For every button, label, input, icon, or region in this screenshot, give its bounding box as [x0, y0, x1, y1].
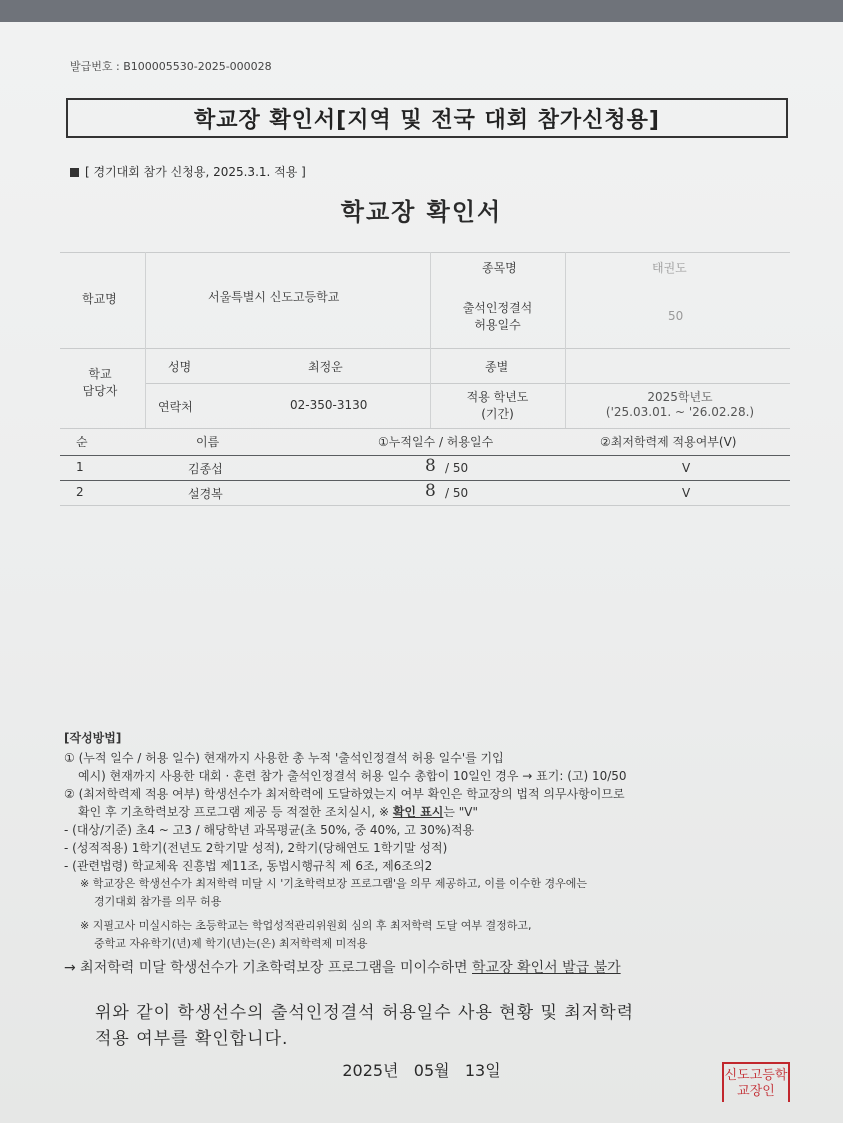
info-rule: [60, 428, 790, 429]
info-divider: [565, 252, 566, 428]
year-value-line: ('25.03.01. ~ '26.02.28.): [605, 405, 755, 419]
contact-label: 연락처: [158, 400, 193, 414]
info-divider: [145, 252, 146, 428]
square-bullet-icon: [70, 168, 79, 177]
notes-line: ① (누적 일수 / 허용 일수) 현재까지 사용한 총 누적 '출석인정결석 허용 일수'를 기입: [64, 751, 504, 765]
notes-line: [64, 959, 804, 977]
notes-line: - (성적적용) 1학기(전년도 2학기말 성적), 2학기(당해연도 1학기말 성적): [64, 841, 448, 855]
row-name: 설경복: [188, 487, 223, 501]
notes-line: - (대상/기준) 초4 ~ 고3 / 해당학년 과목평균(초 50%, 중 40%, 고 30%)적용: [64, 823, 475, 837]
allowed-days-label: [440, 299, 555, 333]
year-label-line: 적용 학년도: [466, 390, 529, 404]
notes-line: ※ 지필고사 미실시하는 초등학교는 학업성적관리위원회 심의 후 최저학력 도달 여부 결정하고,: [80, 919, 532, 932]
col-header-name: 이름: [196, 435, 220, 449]
row-allowed-days: / 50: [445, 461, 469, 475]
info-divider: [430, 252, 431, 428]
year-label: [440, 388, 555, 422]
allowed-days-label-line: 허용일수: [474, 318, 521, 332]
notes-line: 경기대회 참가를 의무 허용: [94, 895, 222, 908]
year-value: [575, 388, 785, 419]
row-no: 2: [76, 485, 84, 499]
table-rule: [60, 505, 790, 506]
notes-emphasis: 학교장 확인서 발급 불가: [472, 960, 621, 976]
name-value: 최정운: [308, 360, 343, 374]
notes-emphasis: 확인 표시: [392, 805, 444, 819]
manager-label-line: 학교: [88, 367, 112, 381]
info-rule: [60, 348, 790, 349]
notes-line: ② (최저학력제 적용 여부) 학생선수가 최저학력에 도달하였는지 여부 확인은 학교장의 법적 의무사항이므로: [64, 787, 625, 801]
confirmation-line: 적용 여부를 확인합니다.: [95, 1029, 289, 1049]
col-header-days: ①누적일수 / 허용일수: [378, 435, 494, 449]
notes-text: 확인 후 기초학력보장 프로그램 제공 등 적절한 조치실시, ※: [78, 805, 393, 819]
name-label: 성명: [168, 360, 192, 374]
year-value-line: 2025학년도: [647, 390, 713, 404]
banner-title: 학교장 확인서[지역 및 전국 대회 참가신청용]: [66, 98, 788, 138]
manager-label-line: 담당자: [82, 384, 118, 398]
issue-date: 2025년 05월 13일: [342, 1061, 501, 1080]
notes-line: [64, 803, 804, 821]
allowed-days-value: 50: [668, 309, 684, 323]
allowed-days-label-line: 출석인정결석: [462, 301, 533, 315]
sport-value: 태권도: [652, 261, 687, 275]
manager-label: [65, 366, 135, 400]
col-header-no: 순: [76, 435, 88, 449]
col-header-check: ②최저학력제 적용여부(V): [600, 435, 737, 449]
subheading: [70, 163, 306, 180]
notes-line: ※ 학교장은 학생선수가 최저학력 미달 시 '기초학력보장 프로그램'을 의무 제공하고, 이를 이수한 경우에는: [80, 877, 588, 890]
confirmation-statement: [95, 1000, 634, 1052]
school-label: 학교명: [82, 292, 117, 306]
subheading-text: [ 경기대회 참가 신청용, 2025.3.1. 적용 ]: [85, 165, 306, 179]
year-label-line: (기간): [481, 407, 514, 421]
row-no: 1: [76, 460, 84, 474]
info-rule: [145, 383, 790, 384]
event-label: 종별: [485, 360, 509, 374]
confirmation-line: 위와 같이 학생선수의 출석인정결석 허용일수 사용 현황 및 최저학력: [95, 1003, 635, 1023]
school-value: 서울특별시 신도고등학교: [208, 290, 340, 304]
row-used-days: 8: [425, 481, 436, 501]
notes-text: 는 "V": [443, 805, 479, 819]
writing-instructions: [64, 729, 804, 977]
row-name: 김종섭: [188, 462, 223, 476]
row-allowed-days: / 50: [445, 486, 469, 500]
document-title: 학교장 확인서: [340, 198, 503, 226]
seal-text: 신도고등학교장인: [724, 1068, 788, 1099]
row-check: V: [682, 486, 691, 500]
notes-line: - (관련법령) 학교체육 진흥법 제11조, 동법시행규칙 제 6조, 제6조의2: [64, 859, 433, 873]
official-seal: [722, 1062, 790, 1102]
notes-line: 중학교 자유학기(년)제 학기(년)는(은) 최저학력제 미적용: [94, 937, 368, 950]
notes-title: [작성방법]: [64, 731, 122, 745]
row-used-days: 8: [425, 456, 436, 476]
notes-text: → 최저학력 미달 학생선수가 기초학력보장 프로그램을 미이수하면: [64, 960, 473, 976]
row-check: V: [682, 461, 691, 475]
info-rule: [60, 252, 790, 253]
notes-line: 예시) 현재까지 사용한 대회 · 훈련 참가 출석인정결석 허용 일수 총합이 10일인 경우 → 표기: (고) 10/50: [78, 769, 627, 783]
sport-label: 종목명: [482, 261, 517, 275]
contact-value: 02-350-3130: [290, 398, 368, 412]
issue-number: 발급번호 : B100005530-2025-000028: [70, 60, 272, 73]
